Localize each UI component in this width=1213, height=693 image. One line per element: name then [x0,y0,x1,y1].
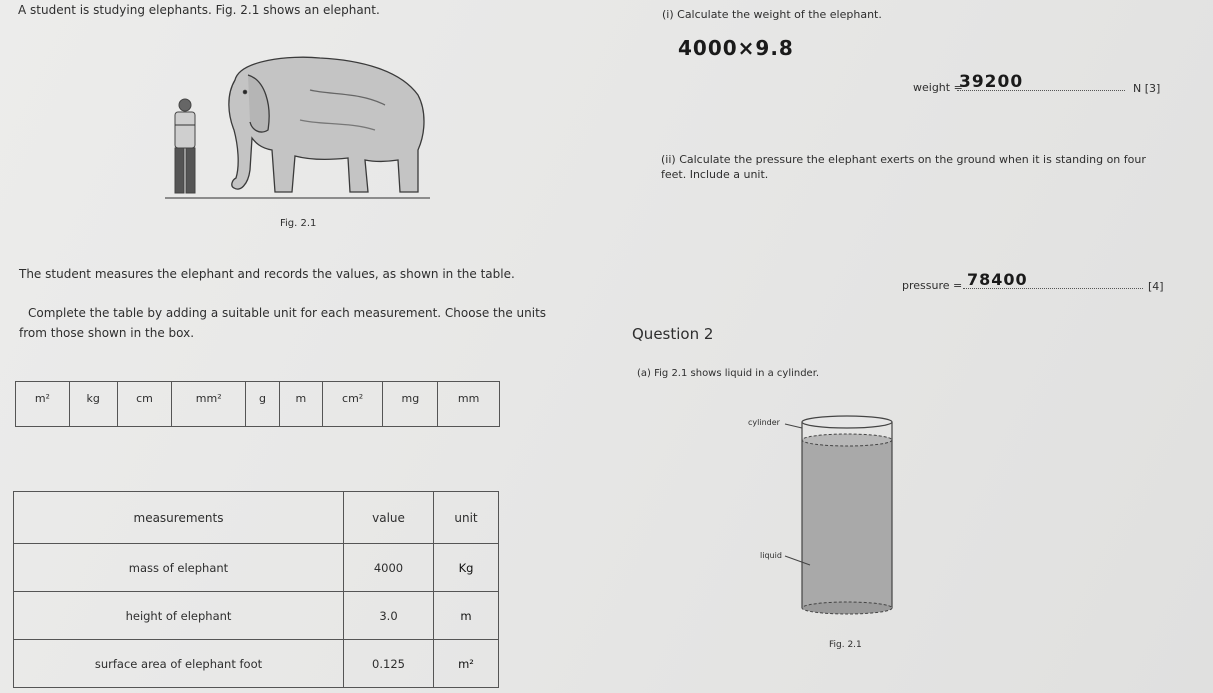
measures-text: The student measures the elephant and records the values, as shown in the table. [19,267,515,281]
complete-text-line1: Complete the table by adding a suitable unit for each measurement. Choose the units [28,306,547,320]
value-cell: 0.125 [344,640,434,688]
value-cell: 3.0 [344,592,434,640]
header-unit: unit [434,492,499,544]
measurements-table [13,491,499,688]
unit-answer-cell[interactable]: m [434,592,499,640]
unit-option: cm [118,382,173,426]
unit-answer-cell[interactable]: m² [434,640,499,688]
man-illustration [175,99,195,193]
question2a-text: (a) Fig 2.1 shows liquid in a cylinder. [637,368,820,379]
liquid-fill [802,440,892,608]
cylinder-fig-caption: Fig. 2.1 [829,640,862,650]
unit-option: kg [70,382,118,426]
liquid-surface [802,434,892,446]
table-row [14,544,499,592]
unit-answer-cell[interactable]: Kg [434,544,499,592]
table-row [14,640,499,688]
elephant-figure [160,50,460,205]
table-header-row [14,492,499,544]
cylinder-leader-line [785,424,802,428]
weight-answer: 39200 [959,72,1024,92]
weight-label: weight = [913,81,963,94]
pressure-answer: 78400 [967,270,1028,289]
measurement-cell: height of elephant [14,592,344,640]
unit-option: mm [457,392,480,405]
question-i: (i) Calculate the weight of the elephant. [662,8,882,21]
elephant-illustration [229,57,424,192]
value-cell: 4000 [344,544,434,592]
question2-title: Question 2 [632,325,714,343]
weight-answer-line[interactable] [957,72,1125,91]
header-measurements: measurements [14,492,344,544]
question-ii-line2: feet. Include a unit. [661,168,769,181]
handwritten-working: 4000×9.8 [678,36,794,60]
fig-caption: Fig. 2.1 [280,218,317,229]
table-row [14,592,499,640]
pressure-label: pressure = [902,279,963,292]
pressure-answer-line[interactable] [963,270,1143,289]
cylinder-base [802,602,892,614]
weight-unit-marks: N [3] [1133,82,1161,95]
unit-option: mg [383,382,438,426]
cylinder-figure [740,410,900,620]
measurement-cell: surface area of elephant foot [14,640,344,688]
unit-option: m² [16,382,70,426]
question-ii-line1: (ii) Calculate the pressure the elephant exerts on the ground when it is standing on four [661,153,1146,166]
cylinder-top [802,416,892,428]
unit-option: m [280,382,323,426]
units-box [15,381,500,427]
unit-option: mm² [172,382,246,426]
measurement-cell: mass of elephant [14,544,344,592]
unit-option: cm² [323,382,384,426]
intro-text: A student is studying elephants. Fig. 2.1 shows an elephant. [18,3,380,17]
cylinder-label: cylinder [748,418,780,427]
unit-option: g [246,382,280,426]
pressure-marks: [4] [1148,280,1164,293]
complete-text-line2: from those shown in the box. [19,326,195,340]
liquid-label: liquid [760,551,782,560]
header-value: value [344,492,434,544]
